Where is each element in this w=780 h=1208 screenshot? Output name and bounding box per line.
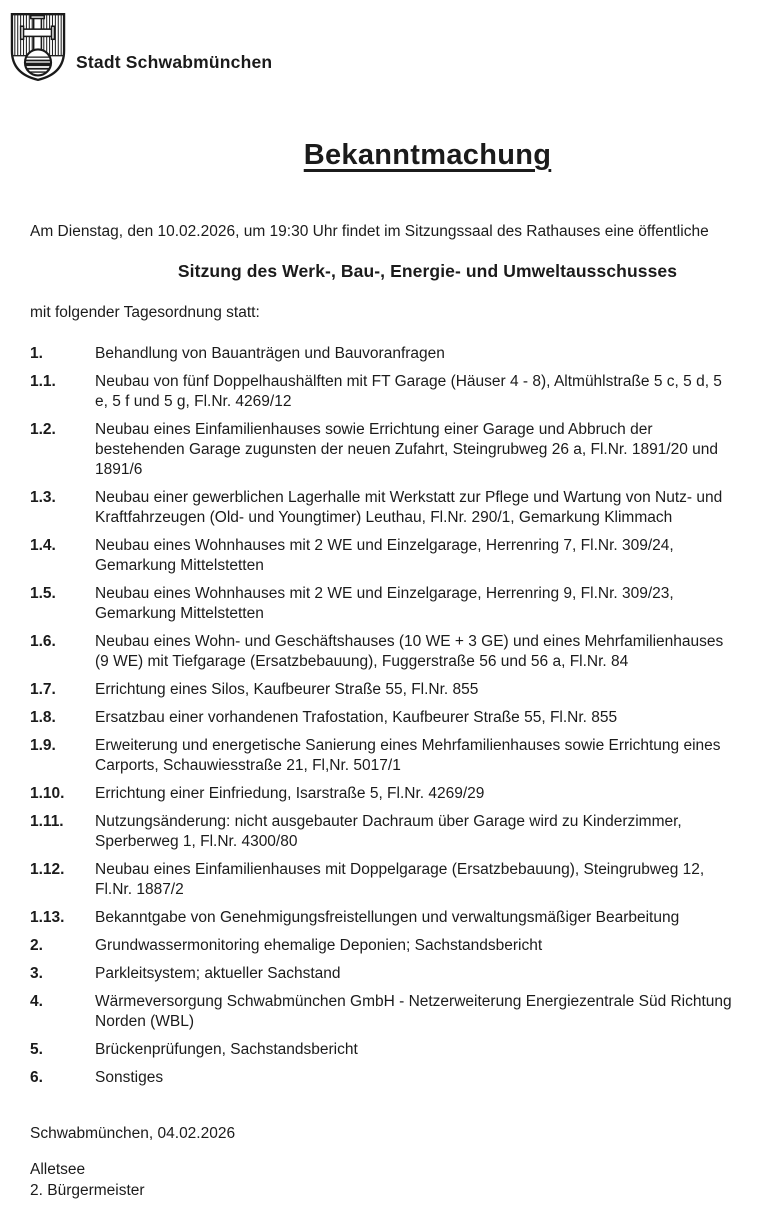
agenda-item-number: 4. xyxy=(30,993,43,1010)
session-title: Sitzung des Werk-, Bau-, Energie- und Umweltausschusses xyxy=(177,261,678,281)
agenda-item xyxy=(30,936,735,956)
agenda-item xyxy=(30,536,735,576)
agenda-item-text: Neubau eines Wohnhauses mit 2 WE und Einzelgarage, Herrenring 7, Fl.Nr. 309/24, Gemarkung Mittelstetten xyxy=(95,537,674,574)
agenda-item xyxy=(30,736,735,776)
agenda-item xyxy=(30,488,735,528)
agenda-item-number: 1.9. xyxy=(30,737,56,754)
signer-name: Alletsee xyxy=(30,1161,86,1178)
agenda-item-number: 1.7. xyxy=(30,681,56,698)
agenda-item xyxy=(30,420,735,480)
agenda-item-number: 1.2. xyxy=(30,421,56,438)
agenda-item-number: 1. xyxy=(30,345,43,362)
agenda-item xyxy=(30,584,735,624)
signer-title: 2. Bürgermeister xyxy=(30,1182,145,1199)
agenda-item-number: 6. xyxy=(30,1069,43,1086)
agenda-item-text: Wärmeversorgung Schwabmünchen GmbH - Netzerweiterung Energiezentrale Süd Richtung Norden (WBL) xyxy=(95,993,732,1030)
agenda-item-number: 1.6. xyxy=(30,633,56,650)
agenda-item-text: Neubau eines Wohnhauses mit 2 WE und Einzelgarage, Herrenring 9, Fl.Nr. 309/23, Gemarkung Mittelstetten xyxy=(95,585,674,622)
agenda-item xyxy=(30,1040,735,1060)
agenda-item-text: Neubau einer gewerblichen Lagerhalle mit Werkstatt zur Pflege und Wartung von Nutz- und Kraftfahrzeugen (Old- und Youngtimer) Leuthau, Fl.Nr. 290/1, Gemarkung Klimmach xyxy=(95,489,723,526)
agenda-item-text: Bekanntgabe von Genehmigungsfreistellungen und verwaltungsmäßiger Bearbeitung xyxy=(95,909,680,926)
agenda-item-text: Parkleitsystem; aktueller Sachstand xyxy=(95,965,341,982)
agenda-item xyxy=(30,964,735,984)
agenda-item xyxy=(30,632,735,672)
agenda-item xyxy=(30,860,735,900)
agenda-item-number: 2. xyxy=(30,937,43,954)
agenda-item-number: 1.5. xyxy=(30,585,56,602)
agenda-item-text: Sonstiges xyxy=(95,1069,164,1086)
agenda-item-number: 5. xyxy=(30,1041,43,1058)
agenda-item-text: Brückenprüfungen, Sachstandsbericht xyxy=(95,1041,358,1058)
agenda-item-text: Errichtung einer Einfriedung, Isarstraße 5, Fl.Nr. 4269/29 xyxy=(95,785,485,802)
letterhead xyxy=(10,12,410,92)
agenda-item-number: 1.12. xyxy=(30,861,65,878)
agenda-item xyxy=(30,344,735,364)
page-title: Bekanntmachung xyxy=(303,139,552,171)
signature-block xyxy=(30,1159,145,1201)
agenda-item-text: Neubau eines Wohn- und Geschäftshauses (10 WE + 3 GE) und eines Mehrfamilienhauses (9 WE) mit Tiefgarage (Ersatzbebauung), Fuggerstraße 56 und 56 a, Fl.Nr. 84 xyxy=(95,633,724,670)
agenda-item-text: Neubau eines Einfamilienhauses sowie Errichtung einer Garage und Abbruch der bestehenden Garage zugunsten der neuen Zufahrt, Steingrubweg 26 a, Fl.Nr. 1891/20 und 1891/6 xyxy=(95,421,719,478)
agenda-item-text: Grundwassermonitoring ehemalige Deponien; Sachstandsbericht xyxy=(95,937,543,954)
agenda-item-number: 1.11. xyxy=(30,813,64,830)
agenda-list xyxy=(30,344,735,1096)
agenda-item-number: 1.10. xyxy=(30,785,65,802)
agenda-item-number: 1.8. xyxy=(30,709,56,726)
agenda-item-text: Ersatzbau einer vorhandenen Trafostation, Kaufbeurer Straße 55, Fl.Nr. 855 xyxy=(95,709,618,726)
agenda-item xyxy=(30,784,735,804)
city-coat-of-arms-icon xyxy=(10,12,66,82)
agenda-item xyxy=(30,708,735,728)
agenda-item xyxy=(30,680,735,700)
city-name: Stadt Schwabmünchen xyxy=(76,52,273,72)
agenda-item-number: 1.3. xyxy=(30,489,56,506)
agenda-item xyxy=(30,372,735,412)
agenda-item-number: 1.13. xyxy=(30,909,65,926)
agenda-item-text: Neubau von fünf Doppelhaushälften mit FT Garage (Häuser 4 - 8), Altmühlstraße 5 c, 5 d, 5 e, 5 f und 5 g, Fl.Nr. 4269/12 xyxy=(95,373,722,410)
agenda-item xyxy=(30,992,735,1032)
agenda-lead-text: mit folgender Tagesordnung statt: xyxy=(30,304,260,321)
agenda-item xyxy=(30,812,735,852)
agenda-item-number: 1.4. xyxy=(30,537,56,554)
intro-text: Am Dienstag, den 10.02.2026, um 19:30 Uhr findet im Sitzungssaal des Rathauses eine öffentliche xyxy=(30,223,709,240)
agenda-item xyxy=(30,1068,735,1088)
agenda-item-text: Neubau eines Einfamilienhauses mit Doppelgarage (Ersatzbebauung), Steingrubweg 12, Fl.Nr. 1887/2 xyxy=(95,861,705,898)
agenda-item xyxy=(30,908,735,928)
agenda-item-text: Errichtung eines Silos, Kaufbeurer Straße 55, Fl.Nr. 855 xyxy=(95,681,479,698)
place-and-date: Schwabmünchen, 04.02.2026 xyxy=(30,1125,236,1142)
agenda-item-number: 3. xyxy=(30,965,43,982)
agenda-item-text: Behandlung von Bauanträgen und Bauvoranfragen xyxy=(95,345,445,362)
agenda-item-text: Erweiterung und energetische Sanierung eines Mehrfamilienhauses sowie Errichtung eines Carports, Schauwiesstraße 21, Fl,Nr. 5017/1 xyxy=(95,737,721,774)
agenda-item-text: Nutzungsänderung: nicht ausgebauter Dachraum über Garage wird zu Kinderzimmer, Sperberweg 1, Fl.Nr. 4300/80 xyxy=(95,813,682,850)
agenda-item-number: 1.1. xyxy=(30,373,56,390)
